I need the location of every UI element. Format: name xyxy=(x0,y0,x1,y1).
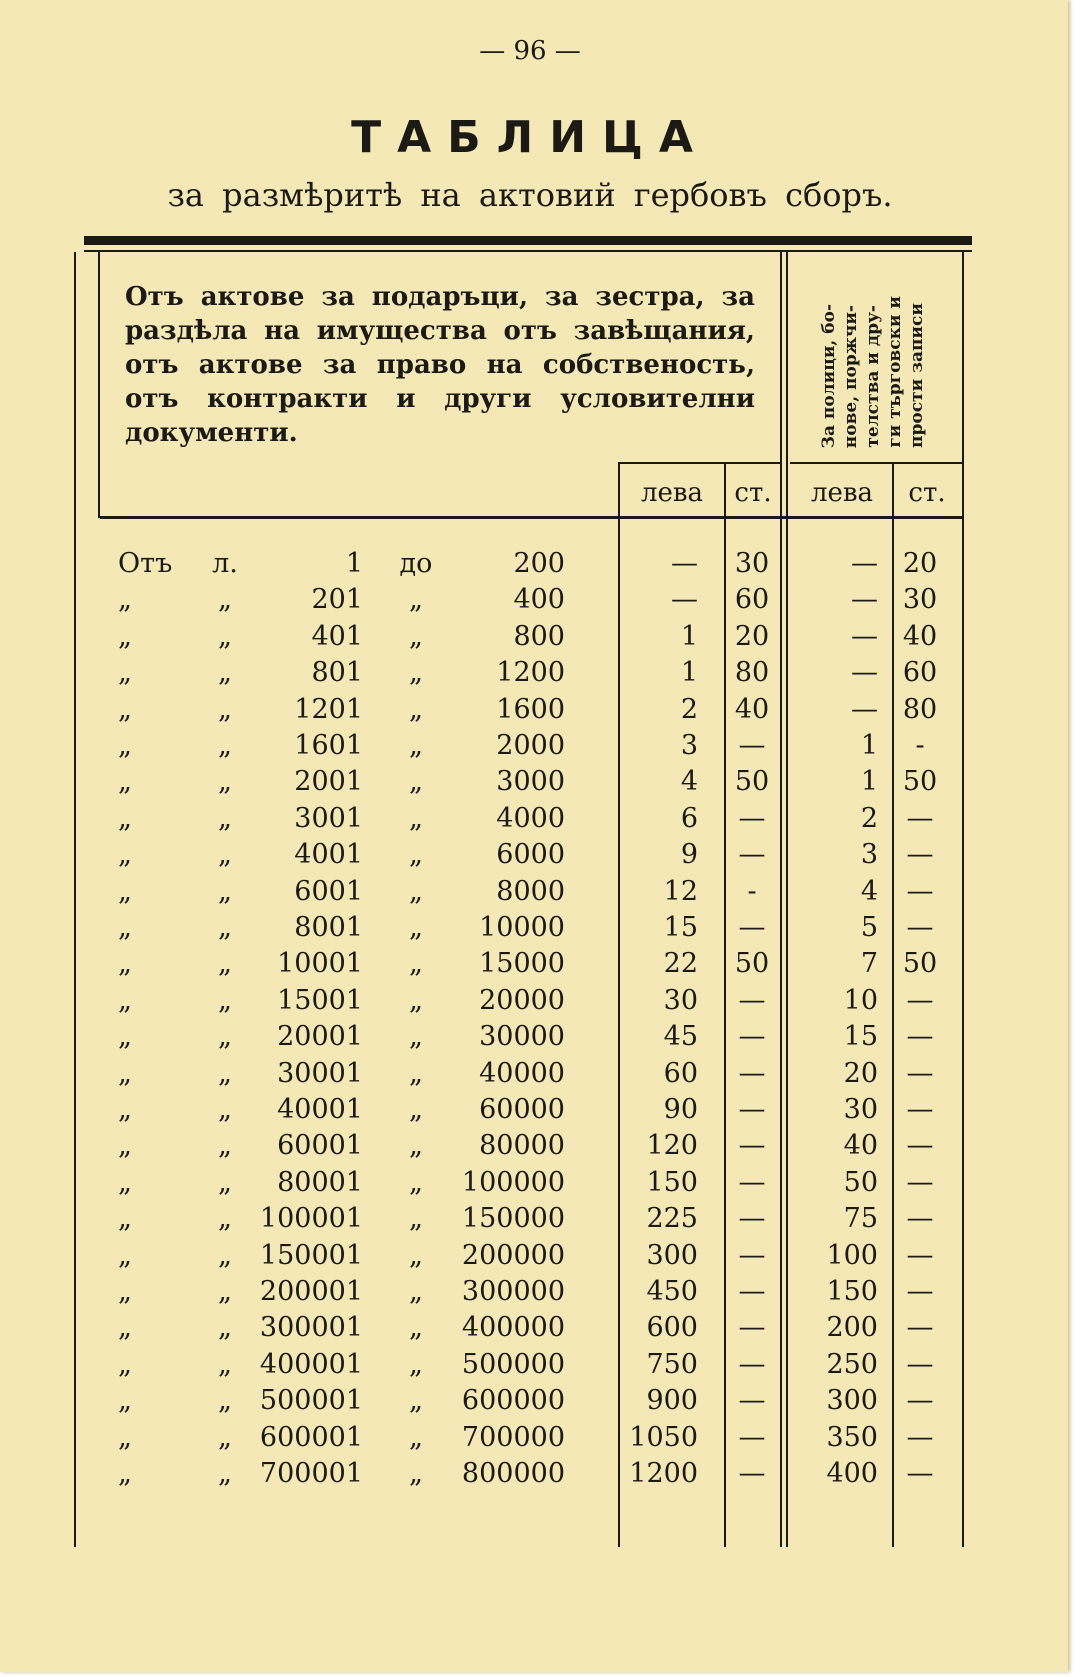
cell-st2: 60 xyxy=(902,657,938,689)
table-row xyxy=(0,1167,1000,1203)
page-subtitle: за размѣритѣ на актовий гербовъ сборъ. xyxy=(167,176,893,214)
header-right-line: ги търговски и xyxy=(885,296,905,448)
cell-lv2: 50 xyxy=(843,1166,878,1198)
table-row xyxy=(0,1422,1000,1458)
cell-lv2: 4 xyxy=(860,875,878,907)
cell-st: — xyxy=(738,1312,766,1344)
cell-hi: 150000 xyxy=(461,1203,565,1235)
cell-st2: — xyxy=(906,1166,934,1198)
cell-hi: 700000 xyxy=(461,1421,565,1453)
cell-lo: 801 xyxy=(311,657,363,689)
table-top-rule xyxy=(84,236,972,245)
cell-from: „ xyxy=(118,1348,132,1380)
cell-to: „ xyxy=(409,1166,423,1198)
table-row xyxy=(0,1203,1000,1239)
cell-hi: 400000 xyxy=(461,1312,565,1344)
cell-l: „ xyxy=(218,948,232,980)
cell-lv: 300 xyxy=(646,1239,698,1271)
cell-lo: 10001 xyxy=(277,948,363,980)
cell-st2: — xyxy=(906,1057,934,1089)
cell-hi: 800 xyxy=(513,620,565,652)
cell-st: 50 xyxy=(734,766,770,798)
cell-hi: 80000 xyxy=(479,1130,565,1162)
table-row xyxy=(0,730,1000,766)
cell-lv: 12 xyxy=(663,875,698,907)
table-row xyxy=(0,657,1000,693)
cell-lo: 1 xyxy=(345,548,363,579)
cell-hi: 1200 xyxy=(496,657,565,689)
cell-lo: 8001 xyxy=(294,912,363,943)
cell-hi: 4000 xyxy=(496,802,565,834)
cell-from: „ xyxy=(118,912,132,943)
cell-from: Отъ xyxy=(118,548,173,579)
table-row xyxy=(0,1058,1000,1094)
cell-lv: 4 xyxy=(680,766,698,798)
cell-to: „ xyxy=(409,1021,423,1053)
cell-from: „ xyxy=(118,1276,132,1307)
cell-to: „ xyxy=(409,1421,423,1453)
cell-st2: — xyxy=(906,1312,934,1344)
cell-lo: 15001 xyxy=(277,984,363,1016)
cell-hi: 8000 xyxy=(496,875,565,907)
cell-lo: 1201 xyxy=(294,693,363,725)
cell-lv2: 40 xyxy=(843,1130,878,1162)
cell-st: 20 xyxy=(734,620,770,652)
cell-hi: 10000 xyxy=(479,912,565,943)
cell-st: 40 xyxy=(734,693,770,725)
cell-to: „ xyxy=(409,1385,423,1417)
cell-l: л. xyxy=(212,548,238,579)
cell-lo: 150001 xyxy=(259,1239,363,1271)
cell-lo: 60001 xyxy=(277,1130,363,1162)
cell-lv2: 75 xyxy=(843,1203,878,1235)
cell-st2: — xyxy=(906,1385,934,1417)
cell-to: „ xyxy=(409,1203,423,1235)
cell-lv: 3 xyxy=(680,730,698,761)
cell-lv: 600 xyxy=(646,1312,698,1344)
cell-hi: 600000 xyxy=(461,1385,565,1417)
cell-lv: — xyxy=(671,584,698,616)
cell-from: „ xyxy=(118,1385,132,1417)
cell-lo: 6001 xyxy=(294,875,363,907)
cell-lo: 2001 xyxy=(294,766,363,798)
cell-from: „ xyxy=(118,1203,132,1235)
cell-hi: 15000 xyxy=(479,948,565,980)
cell-from: „ xyxy=(118,839,132,871)
cell-from: „ xyxy=(118,693,132,725)
cell-st: — xyxy=(738,1130,766,1162)
header-right-line: прости записи xyxy=(907,303,927,448)
cell-to: до xyxy=(399,548,433,579)
cell-to: „ xyxy=(409,948,423,980)
cell-l: „ xyxy=(218,620,232,652)
cell-l: „ xyxy=(218,1057,232,1089)
cell-lv2: 300 xyxy=(826,1385,878,1417)
cell-l: „ xyxy=(218,802,232,834)
header-bottom-rule xyxy=(100,516,962,519)
header-right-vertical-text xyxy=(818,260,930,448)
cell-lv: 30 xyxy=(663,984,698,1016)
cell-lv2: 100 xyxy=(826,1239,878,1271)
cell-lv: 450 xyxy=(646,1276,698,1307)
cell-l: „ xyxy=(218,1239,232,1271)
cell-l: „ xyxy=(218,693,232,725)
cell-hi: 3000 xyxy=(496,766,565,798)
cell-from: „ xyxy=(118,584,132,616)
cell-from: „ xyxy=(118,620,132,652)
cell-lv: 22 xyxy=(663,948,698,980)
cell-st2: — xyxy=(906,1239,934,1271)
cell-lv: 1050 xyxy=(629,1421,698,1453)
cell-lv: 750 xyxy=(646,1348,698,1380)
cell-hi: 500000 xyxy=(461,1348,565,1380)
cell-from: „ xyxy=(118,984,132,1016)
col-header-leva2: лева xyxy=(810,478,874,508)
cell-lo: 40001 xyxy=(277,1094,363,1125)
cell-lo: 400001 xyxy=(259,1348,363,1380)
cell-from: „ xyxy=(118,1130,132,1162)
table-row xyxy=(0,876,1000,912)
cell-lo: 401 xyxy=(311,620,363,652)
cell-st: 50 xyxy=(734,948,770,980)
cell-lv2: — xyxy=(851,584,878,616)
cell-l: „ xyxy=(218,984,232,1016)
cell-from: „ xyxy=(118,1057,132,1089)
header-left-inner-border xyxy=(98,252,100,518)
cell-l: „ xyxy=(218,1421,232,1453)
cell-l: „ xyxy=(218,1458,232,1489)
cell-l: „ xyxy=(218,1021,232,1053)
cell-lo: 100001 xyxy=(259,1203,363,1235)
cell-st2: 20 xyxy=(902,548,938,579)
cell-st2: 30 xyxy=(902,584,938,616)
cell-st: — xyxy=(738,1385,766,1417)
table-row xyxy=(0,1094,1000,1130)
cell-st2: — xyxy=(906,1021,934,1053)
cell-l: „ xyxy=(218,1276,232,1307)
cell-l: „ xyxy=(218,584,232,616)
cell-st: — xyxy=(738,839,766,871)
cell-to: „ xyxy=(409,984,423,1016)
cell-st2: — xyxy=(906,875,934,907)
table-row xyxy=(0,1458,1000,1494)
cell-lv2: 30 xyxy=(843,1094,878,1125)
cell-lv2: 7 xyxy=(860,948,878,980)
cell-hi: 20000 xyxy=(479,984,565,1016)
cell-l: „ xyxy=(218,875,232,907)
cell-hi: 60000 xyxy=(479,1094,565,1125)
cell-lv: 1 xyxy=(680,620,698,652)
table-row xyxy=(0,803,1000,839)
cell-from: „ xyxy=(118,657,132,689)
cell-to: „ xyxy=(409,693,423,725)
cell-lv: 1 xyxy=(680,657,698,689)
cell-lo: 200001 xyxy=(259,1276,363,1307)
cell-lv2: 5 xyxy=(860,912,878,943)
cell-lv: 6 xyxy=(680,802,698,834)
cell-lv2: — xyxy=(851,620,878,652)
cell-lo: 20001 xyxy=(277,1021,363,1053)
cell-st: 60 xyxy=(734,584,770,616)
cell-lo: 201 xyxy=(311,584,363,616)
cell-to: „ xyxy=(409,584,423,616)
cell-l: „ xyxy=(218,1203,232,1235)
cell-lo: 4001 xyxy=(294,839,363,871)
cell-lv: 9 xyxy=(680,839,698,871)
cell-hi: 100000 xyxy=(461,1166,565,1198)
cell-to: „ xyxy=(409,1312,423,1344)
cell-st: 80 xyxy=(734,657,770,689)
cell-st2: 80 xyxy=(902,693,938,725)
cell-lo: 80001 xyxy=(277,1166,363,1198)
cell-lv: 150 xyxy=(646,1166,698,1198)
cell-st2: 40 xyxy=(902,620,938,652)
cell-st: — xyxy=(738,1239,766,1271)
cell-to: „ xyxy=(409,1094,423,1125)
cell-lv: 900 xyxy=(646,1385,698,1417)
cell-from: „ xyxy=(118,1312,132,1344)
cell-lv2: 250 xyxy=(826,1348,878,1380)
table-row xyxy=(0,694,1000,730)
cell-hi: 6000 xyxy=(496,839,565,871)
cell-hi: 800000 xyxy=(461,1458,565,1489)
page-title: ТАБЛИЦА xyxy=(351,112,709,163)
cell-lv: 225 xyxy=(646,1203,698,1235)
cell-lv: 90 xyxy=(663,1094,698,1125)
cell-lv2: 2 xyxy=(860,802,878,834)
table-row xyxy=(0,985,1000,1021)
table-row xyxy=(0,948,1000,984)
cell-st: 30 xyxy=(734,548,770,579)
cell-st2: - xyxy=(915,730,925,761)
cell-from: „ xyxy=(118,1458,132,1489)
cell-st2: — xyxy=(906,1348,934,1380)
cell-to: „ xyxy=(409,1239,423,1271)
table-row xyxy=(0,912,1000,948)
cell-to: „ xyxy=(409,839,423,871)
page-number: — 96 — xyxy=(479,36,581,66)
header-right-line: нове, поржчи- xyxy=(841,304,861,448)
cell-st2: — xyxy=(906,984,934,1016)
cell-lv: 1200 xyxy=(629,1458,698,1489)
cell-st2: — xyxy=(906,1130,934,1162)
cell-hi: 30000 xyxy=(479,1021,565,1053)
cell-st: — xyxy=(738,1021,766,1053)
cell-hi: 200000 xyxy=(461,1239,565,1271)
cell-lv: 120 xyxy=(646,1130,698,1162)
cell-st: — xyxy=(738,1203,766,1235)
cell-to: „ xyxy=(409,766,423,798)
cell-lv2: 400 xyxy=(826,1458,878,1489)
cell-to: „ xyxy=(409,1458,423,1489)
header-left-text: Отъ актове за подаръци, за зестра, за раздѣла на имущества отъ завѣщания, отъ актове за право на собственость, отъ контракти и други условителни документи. xyxy=(125,282,755,448)
cell-st: — xyxy=(738,984,766,1016)
table-row xyxy=(0,1276,1000,1312)
cell-to: „ xyxy=(409,875,423,907)
cell-l: „ xyxy=(218,1094,232,1125)
table-row xyxy=(0,839,1000,875)
cell-lo: 600001 xyxy=(259,1421,363,1453)
cell-to: „ xyxy=(409,802,423,834)
cell-lv2: 10 xyxy=(843,984,878,1016)
header-right-line: За полици, бо- xyxy=(819,303,839,448)
cell-lv: — xyxy=(671,548,698,579)
cell-lv: 45 xyxy=(663,1021,698,1053)
header-divider xyxy=(620,462,780,464)
cell-st2: — xyxy=(906,1421,934,1453)
cell-st: — xyxy=(738,1094,766,1125)
table-row xyxy=(0,1385,1000,1421)
table-row xyxy=(0,1130,1000,1166)
cell-from: „ xyxy=(118,1421,132,1453)
cell-lv2: 1 xyxy=(860,730,878,761)
cell-to: „ xyxy=(409,1348,423,1380)
cell-to: „ xyxy=(409,1276,423,1307)
cell-lo: 3001 xyxy=(294,802,363,834)
cell-st2: — xyxy=(906,1203,934,1235)
cell-to: „ xyxy=(409,730,423,761)
cell-st: — xyxy=(738,1057,766,1089)
cell-lv: 60 xyxy=(663,1057,698,1089)
cell-lv2: 15 xyxy=(843,1021,878,1053)
cell-l: „ xyxy=(218,1348,232,1380)
cell-lv2: 350 xyxy=(826,1421,878,1453)
cell-to: „ xyxy=(409,912,423,943)
cell-lv2: — xyxy=(851,657,878,689)
cell-st2: — xyxy=(906,1458,934,1489)
cell-from: „ xyxy=(118,1239,132,1271)
cell-lv2: — xyxy=(851,548,878,579)
cell-from: „ xyxy=(118,875,132,907)
table-row xyxy=(0,584,1000,620)
cell-hi: 200 xyxy=(513,548,565,579)
cell-lo: 30001 xyxy=(277,1057,363,1089)
cell-to: „ xyxy=(409,1130,423,1162)
cell-from: „ xyxy=(118,730,132,761)
cell-st: — xyxy=(738,912,766,943)
cell-from: „ xyxy=(118,1166,132,1198)
cell-to: „ xyxy=(409,657,423,689)
cell-lv: 15 xyxy=(663,912,698,943)
cell-st: - xyxy=(747,875,757,907)
cell-lv2: 1 xyxy=(860,766,878,798)
cell-st2: — xyxy=(906,912,934,943)
cell-l: „ xyxy=(218,912,232,943)
cell-lv2: 3 xyxy=(860,839,878,871)
table-row xyxy=(0,766,1000,802)
cell-hi: 300000 xyxy=(461,1276,565,1307)
cell-from: „ xyxy=(118,766,132,798)
cell-hi: 1600 xyxy=(496,693,565,725)
cell-st2: — xyxy=(906,802,934,834)
col-header-st: ст. xyxy=(734,478,772,508)
cell-st2: — xyxy=(906,1094,934,1125)
table-row xyxy=(0,1240,1000,1276)
cell-hi: 40000 xyxy=(479,1057,565,1089)
cell-from: „ xyxy=(118,948,132,980)
cell-hi: 400 xyxy=(513,584,565,616)
cell-lv2: — xyxy=(851,693,878,725)
cell-to: „ xyxy=(409,620,423,652)
cell-st: — xyxy=(738,1348,766,1380)
cell-lo: 500001 xyxy=(259,1385,363,1417)
cell-st2: 50 xyxy=(902,766,938,798)
cell-lv2: 200 xyxy=(826,1312,878,1344)
cell-lv2: 150 xyxy=(826,1276,878,1307)
cell-from: „ xyxy=(118,802,132,834)
cell-st: — xyxy=(738,1166,766,1198)
cell-l: „ xyxy=(218,657,232,689)
cell-l: „ xyxy=(218,730,232,761)
cell-l: „ xyxy=(218,1312,232,1344)
cell-l: „ xyxy=(218,839,232,871)
header-divider xyxy=(790,462,962,464)
cell-st2: — xyxy=(906,1276,934,1307)
cell-from: „ xyxy=(118,1094,132,1125)
header-right-line: телства и дру- xyxy=(863,305,883,448)
cell-st: — xyxy=(738,1458,766,1489)
cell-st: — xyxy=(738,1421,766,1453)
cell-l: „ xyxy=(218,766,232,798)
cell-st: — xyxy=(738,802,766,834)
table-row xyxy=(0,548,1000,584)
cell-from: „ xyxy=(118,1021,132,1053)
col-header-st2: ст. xyxy=(908,478,946,508)
cell-lv2: 20 xyxy=(843,1057,878,1089)
cell-st2: — xyxy=(906,839,934,871)
cell-lv: 2 xyxy=(680,693,698,725)
table-row xyxy=(0,621,1000,657)
cell-l: „ xyxy=(218,1130,232,1162)
cell-hi: 2000 xyxy=(496,730,565,761)
table-row xyxy=(0,1021,1000,1057)
cell-l: „ xyxy=(218,1385,232,1417)
col-header-leva: лева xyxy=(640,478,704,508)
cell-st: — xyxy=(738,730,766,761)
cell-to: „ xyxy=(409,1057,423,1089)
cell-l: „ xyxy=(218,1166,232,1198)
cell-st2: 50 xyxy=(902,948,938,980)
cell-lo: 300001 xyxy=(259,1312,363,1344)
table-row xyxy=(0,1349,1000,1385)
cell-lo: 700001 xyxy=(259,1458,363,1489)
cell-st: — xyxy=(738,1276,766,1307)
table-row xyxy=(0,1312,1000,1348)
table-top-thin-rule xyxy=(84,250,972,252)
cell-lo: 1601 xyxy=(294,730,363,761)
